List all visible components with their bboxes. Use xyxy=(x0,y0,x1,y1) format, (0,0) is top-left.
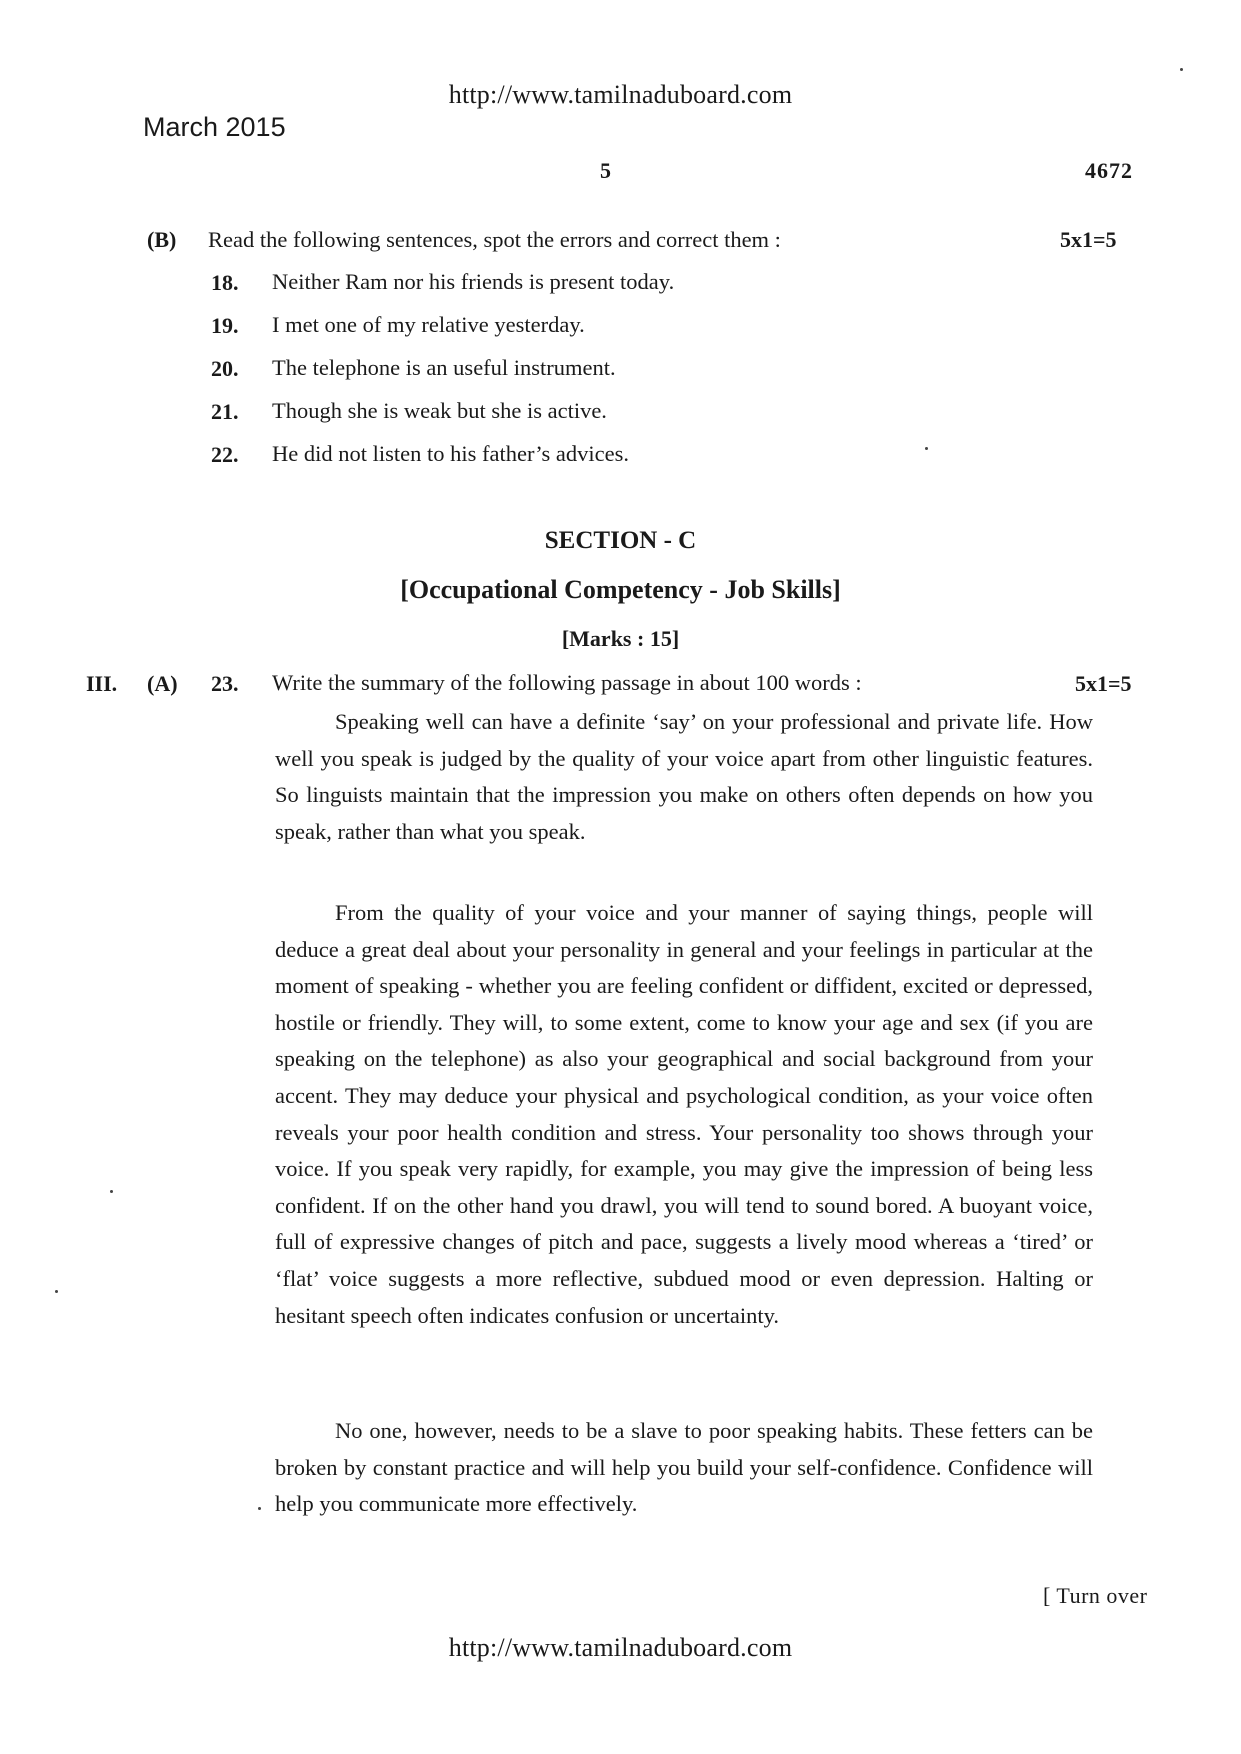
part-a-marks: 5x1=5 xyxy=(1075,671,1132,696)
part-b-label: (B) xyxy=(147,227,177,252)
question-number: 18. xyxy=(211,270,239,295)
question-text: I met one of my relative yesterday. xyxy=(272,312,585,337)
question-number: 23. xyxy=(211,671,239,696)
part-a-label: (A) xyxy=(147,671,178,696)
exam-date: March 2015 xyxy=(143,112,286,142)
paper-code: 4672 xyxy=(1085,158,1133,183)
question-text: Though she is weak but she is active. xyxy=(272,398,607,423)
question-text: Neither Ram nor his friends is present today. xyxy=(272,269,675,294)
part-a-instruction: Write the summary of the following passage in about 100 words : xyxy=(272,670,862,695)
passage-paragraph: From the quality of your voice and your manner of saying things, people will deduce a great deal about your personality in general and your feelings in particular at the moment of speaking - whether you are feeling confident or diffident, excited or depressed, hostile or friendly. They will, to some extent, come to know your age and sex (if you are speaking on the telephone) as also your geographical and social background from your accent. They may deduce your physical and psychological condition, as your voice often reveals your poor health condition and stress. Your personality too shows through your voice. If you speak very rapidly, for example, you may give the impression of being less confident. If on the other hand you drawl, you will tend to sound bored. A buoyant voice, full of expressive changes of pitch and pace, suggests a lively mood whereas a ‘tired’ or ‘flat’ voice suggests a more reflective, subdued mood or even depression. Halting or hesitant speech often indicates confusion or uncertainty. xyxy=(275,900,1093,1328)
question-text: He did not listen to his father’s advices. xyxy=(272,441,630,466)
scan-speck xyxy=(55,1290,58,1293)
part-b-instruction: Read the following sentences, spot the errors and correct them : xyxy=(208,227,781,252)
question-text: The telephone is an useful instrument. xyxy=(272,355,616,380)
scan-speck xyxy=(110,1190,113,1193)
roman-numeral: III. xyxy=(86,671,118,696)
passage-paragraph: No one, however, needs to be a slave to poor speaking habits. These fetters can be broken by constant practice and will help you build your self-confidence. Confidence will help you communicate more effectively. xyxy=(275,1418,1093,1517)
section-title: SECTION - C xyxy=(544,527,697,554)
scan-speck xyxy=(258,1507,261,1510)
question-number: 21. xyxy=(211,399,239,424)
section-marks: [Marks : 15] xyxy=(561,626,680,651)
footer-url: http://www.tamilnaduboard.com xyxy=(448,1633,793,1662)
page-number: 5 xyxy=(600,158,611,183)
section-subtitle: [Occupational Competency - Job Skills] xyxy=(400,575,841,604)
question-number: 20. xyxy=(211,356,239,381)
scan-speck xyxy=(1180,68,1183,71)
question-number: 19. xyxy=(211,313,239,338)
question-number: 22. xyxy=(211,442,239,467)
scan-speck xyxy=(925,447,928,450)
turn-over-note: [ Turn over xyxy=(1043,1583,1148,1608)
header-url: http://www.tamilnaduboard.com xyxy=(448,80,793,109)
part-b-marks: 5x1=5 xyxy=(1060,227,1117,252)
passage-paragraph: Speaking well can have a definite ‘say’ on your professional and private life. How well you speak is judged by the quality of your voice apart from other linguistic features. So linguists maintain that the impression you make on others often depends on how you speak, rather than what you speak. xyxy=(275,709,1093,844)
